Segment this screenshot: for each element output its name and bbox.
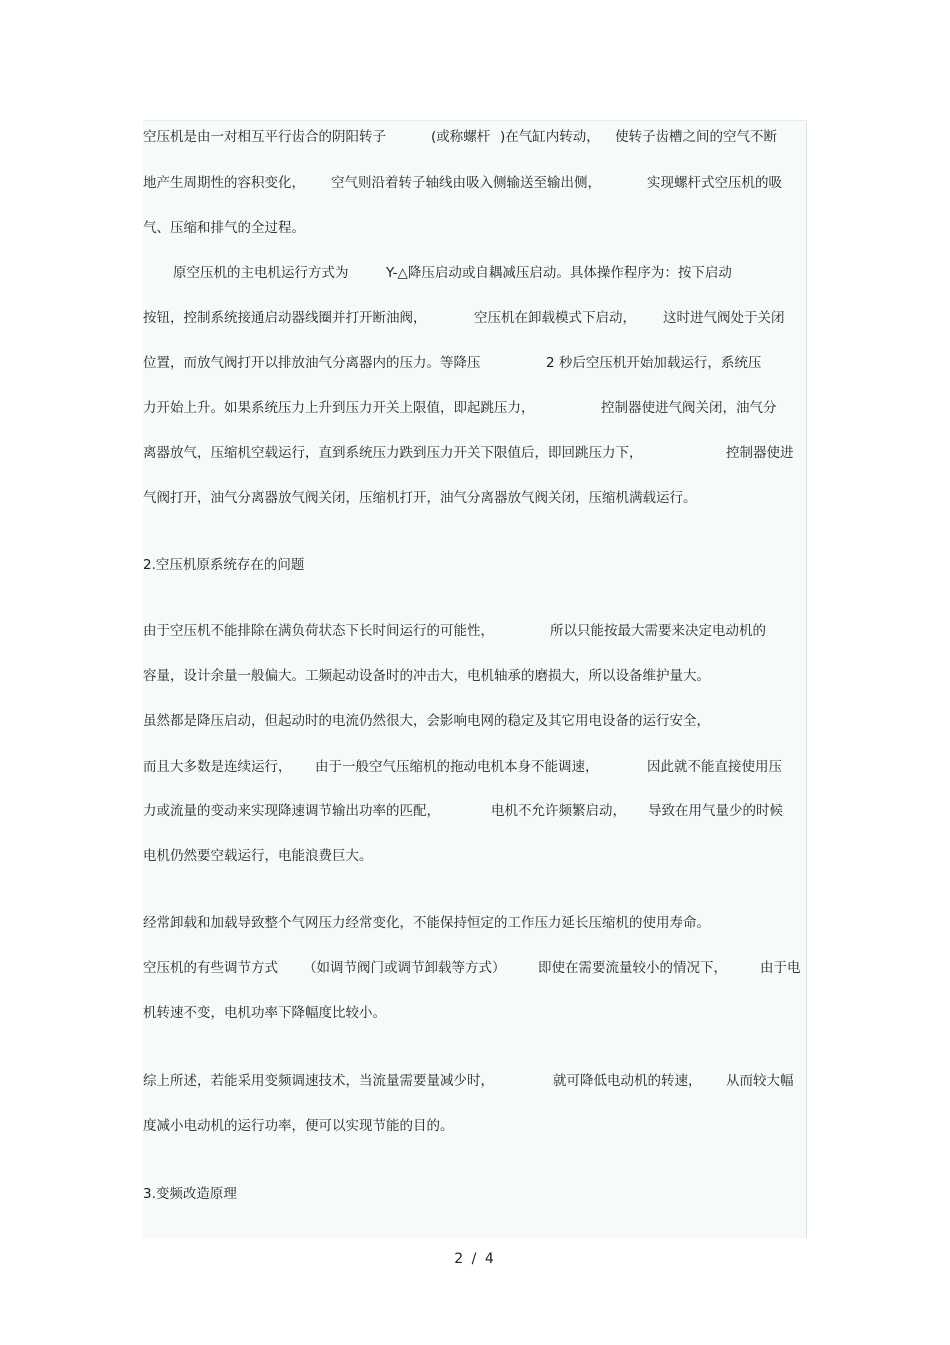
text-segment: 空压机的有些调节方式 — [143, 960, 278, 976]
text-segment: 而且大多数是连续运行， — [143, 759, 292, 775]
text-segment: 容量，设计余量一般偏大。工频起动设备时的冲击大，电机轴承的磨损大，所以设备维护量大。 — [143, 668, 710, 684]
text-segment: 力开始上升。如果系统压力上升到压力开关上限值，即起跳压力， — [143, 400, 535, 416]
text-segment: 离器放气，压缩机空载运行，直到系统压力跌到压力开关下限值后，即回跳压力下， — [143, 445, 643, 461]
text-segment: 气、压缩和排气的全过程。 — [143, 220, 305, 236]
text-segment: Y-△降压启动或自耦减压启动。具体操作程序为：按下启动 — [386, 265, 732, 281]
text-segment: 气阀打开，油气分离器放气阀关闭，压缩机打开，油气分离器放气阀关闭，压缩机满载运行。 — [143, 490, 697, 506]
text-segment: 力或流量的变动来实现降速调节输出功率的匹配， — [143, 803, 440, 819]
text-segment: 按钮，控制系统接通启动器线圈并打开断油阀， — [143, 310, 427, 326]
text-line — [143, 1071, 806, 1091]
text-segment: 空压机在卸载模式下启动， — [474, 310, 636, 326]
text-segment: 2 秒后空压机开始加载运行，系统压 — [546, 355, 762, 371]
text-segment: 导致在用气量少的时候 — [648, 803, 783, 819]
text-line — [143, 666, 806, 686]
text-line — [143, 846, 806, 866]
text-segment: 由于空压机不能排除在满负荷状态下长时间运行的可能性， — [143, 623, 494, 639]
text-line — [143, 913, 806, 933]
current-page-number: 2 — [454, 1251, 466, 1267]
text-segment: 空气则沿着转子轴线由吸入侧输送至输出侧， — [331, 175, 601, 191]
text-line — [143, 1116, 806, 1136]
text-segment: 经常卸载和加载导致整个气网压力经常变化，不能保持恒定的工作压力延长压缩机的使用寿命。 — [143, 915, 710, 931]
text-segment: 因此就不能直接使用压 — [647, 759, 782, 775]
page-separator: / — [471, 1251, 479, 1267]
text-line — [143, 218, 806, 238]
text-line — [143, 958, 806, 978]
heading-text: 2.空压机原系统存在的问题 — [143, 557, 305, 573]
text-segment: 即使在需要流量较小的情况下， — [538, 960, 727, 976]
text-segment: (或称螺杆 — [431, 129, 491, 145]
page-number-footer — [0, 1251, 950, 1267]
text-segment: 从而较大幅 — [726, 1073, 794, 1089]
text-segment: 由于电 — [760, 960, 801, 976]
text-segment: 综上所述，若能采用变频调速技术，当流量需要量减少时， — [143, 1073, 494, 1089]
text-segment: 控制器使进 — [726, 445, 794, 461]
text-line — [143, 801, 806, 821]
text-line — [143, 1003, 806, 1023]
total-pages-number: 4 — [484, 1251, 496, 1267]
text-segment: )在气缸内转动， — [500, 129, 600, 145]
text-line — [143, 353, 806, 373]
text-line — [143, 621, 806, 641]
text-segment: 控制器使进气阀关闭，油气分 — [601, 400, 777, 416]
text-line — [143, 443, 806, 463]
text-line — [143, 173, 806, 193]
text-segment: 位置，而放气阀打开以排放油气分离器内的压力。等降压 — [143, 355, 481, 371]
text-segment: 实现螺杆式空压机的吸 — [647, 175, 782, 191]
text-segment: 电机仍然要空载运行，电能浪费巨大。 — [143, 848, 373, 864]
heading-text: 3.变频改造原理 — [143, 1186, 237, 1202]
text-segment: 原空压机的主电机运行方式为 — [173, 265, 349, 281]
text-segment: 空压机是由一对相互平行齿合的阴阳转子 — [143, 129, 386, 145]
text-segment: 就可降低电动机的转速， — [553, 1073, 702, 1089]
text-line — [143, 398, 806, 418]
text-line — [143, 488, 806, 508]
text-segment: 由于一般空气压缩机的拖动电机本身不能调速， — [315, 759, 599, 775]
text-line — [143, 263, 806, 283]
text-segment: 使转子齿槽之间的空气不断 — [615, 129, 777, 145]
text-line — [143, 711, 806, 731]
text-segment: 地产生周期性的容积变化， — [143, 175, 305, 191]
text-line — [143, 308, 806, 328]
text-line — [143, 757, 806, 777]
text-segment: 这时进气阀处于关闭 — [663, 310, 785, 326]
text-segment: 所以只能按最大需要来决定电动机的 — [550, 623, 766, 639]
text-segment: 机转速不变，电机功率下降幅度比较小。 — [143, 1005, 386, 1021]
section-heading — [143, 555, 806, 575]
text-line — [143, 127, 806, 147]
text-segment: 电机不允许频繁启动， — [491, 803, 626, 819]
text-segment: 度减小电动机的运行功率，便可以实现节能的目的。 — [143, 1118, 454, 1134]
text-segment: （如调节阀门或调节卸载等方式） — [303, 960, 506, 976]
text-segment: 虽然都是降压启动，但起动时的电流仍然很大，会影响电网的稳定及其它用电设备的运行安全， — [143, 713, 710, 729]
section-heading — [143, 1184, 806, 1204]
